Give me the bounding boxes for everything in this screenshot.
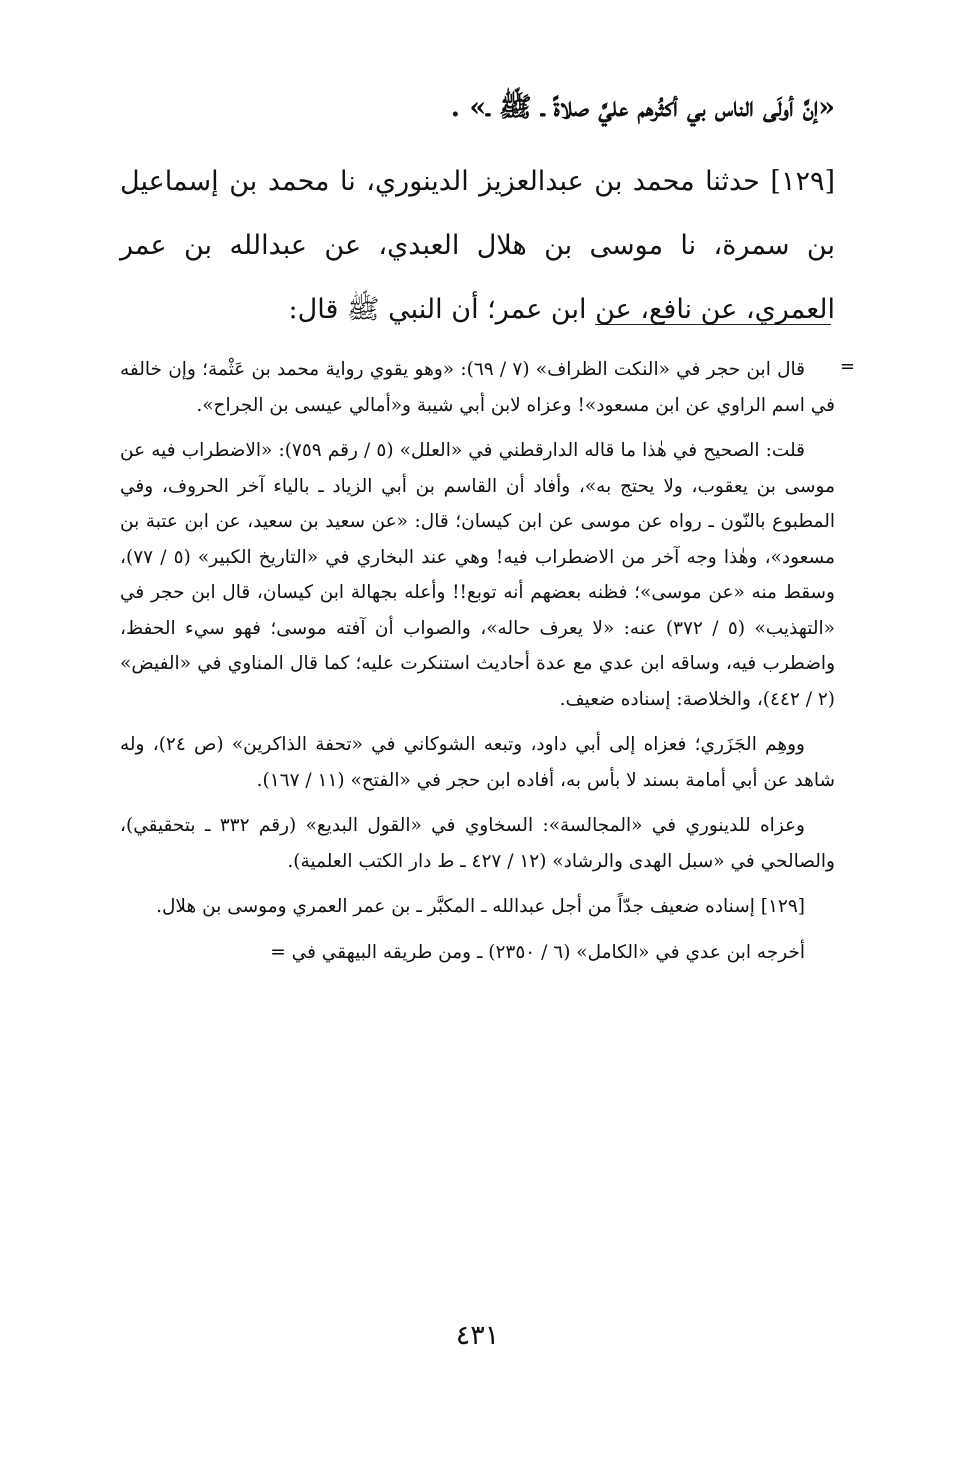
hadith-end-line: «إنَّ أولَى الناس بي أكثُرهم عليَّ صلاةً ـ ﷺ ـ» . — [450, 92, 835, 123]
footnote-paragraph: وعزاه للدينوري في «المجالسة»: السخاوي في «القول البديع» (رقم ٣٣٢ ـ بتحقيقي)، والصالحي في «سبل الهدى والرشاد» (١٢ / ٤٢٧ ـ ط دار الكتب العلمية). — [120, 815, 835, 872]
footnote-paragraph: ووهِم الجَزَري؛ فعزاه إلى أبي داود، وتبعه الشوكاني في «تحفة الذاكرين» (ص ٢٤)، وله شاهد عن أبي أمامة بسند لا بأس به، أفاده ابن حجر في «الفتح» (١١ / ١٦٧). — [120, 734, 835, 791]
footnotes — [120, 352, 835, 980]
hadith-129: [١٢٩] حدثنا محمد بن عبدالعزيز الدينوري، نا محمد بن إسماعيل بن سمرة، نا موسى بن هلال العبدي، عن عبدالله بن عمر العمري، عن نافع، عن ابن عمر؛ أن النبي ﷺ قال: — [120, 166, 835, 325]
footnote-paragraph: قال ابن حجر في «النكت الظراف» (٧ / ٦٩): «وهو يقوي رواية محمد بن عَثْمة؛ وإن خالفه في اسم الراوي عن ابن مسعود»! وعزاه لابن أبي شيبة و«أمالي عيسى بن الجراح». — [120, 359, 835, 416]
footnote-paragraph: قلت: الصحيح في هٰذا ما قاله الدارقطني في «العلل» (٥ / رقم ٧٥٩): «الاضطراب فيه عن موسى بن يعقوب، ولا يحتج به»، وأفاد أن القاسم بن أبي الزياد ـ بالياء آخر الحروف، وفي المطبوع بالنّون ـ رواه عن موسى عن ابن كيسان؛ قال: «عن سعيد بن سعيد، عن ابن عتبة بن مسعود»، وهٰذا وجه آخر من الاضطراب فيه! وهي عند البخاري في «التاريخ الكبير» (٥ / ٧٧)، وسقط منه «عن موسى»؛ فظنه بعضهم أنه توبع!! وأعله بجهالة ابن كيسان، قال ابن حجر في «التهذيب» (٥ / ٣٧٢) عنه: «لا يعرف حاله»، والصواب أن آفته موسى؛ فهو سيء الحفظ، واضطرب فيه، وساقه ابن عدي مع عدة أحاديث استنكرت عليه؛ كما قال المناوي في «الفيض» (٢ / ٤٤٢)، والخلاصة: إسناده ضعيف. — [120, 440, 835, 710]
continuation-mark: = — [839, 356, 855, 377]
footnote-paragraph: [١٢٩] إسناده ضعيف جدّاً من أجل عبدالله ـ المكبَّر ـ بن عمر العمري وموسى بن هلال. — [156, 896, 805, 917]
footnote-paragraph: أخرجه ابن عدي في «الكامل» (٦ / ٢٣٥٠) ـ ومن طريقه البيهقي في = — [270, 941, 805, 963]
page-number: ٤٣١ — [455, 1320, 500, 1351]
hadith-text — [120, 150, 835, 342]
footnote-separator — [595, 324, 831, 325]
